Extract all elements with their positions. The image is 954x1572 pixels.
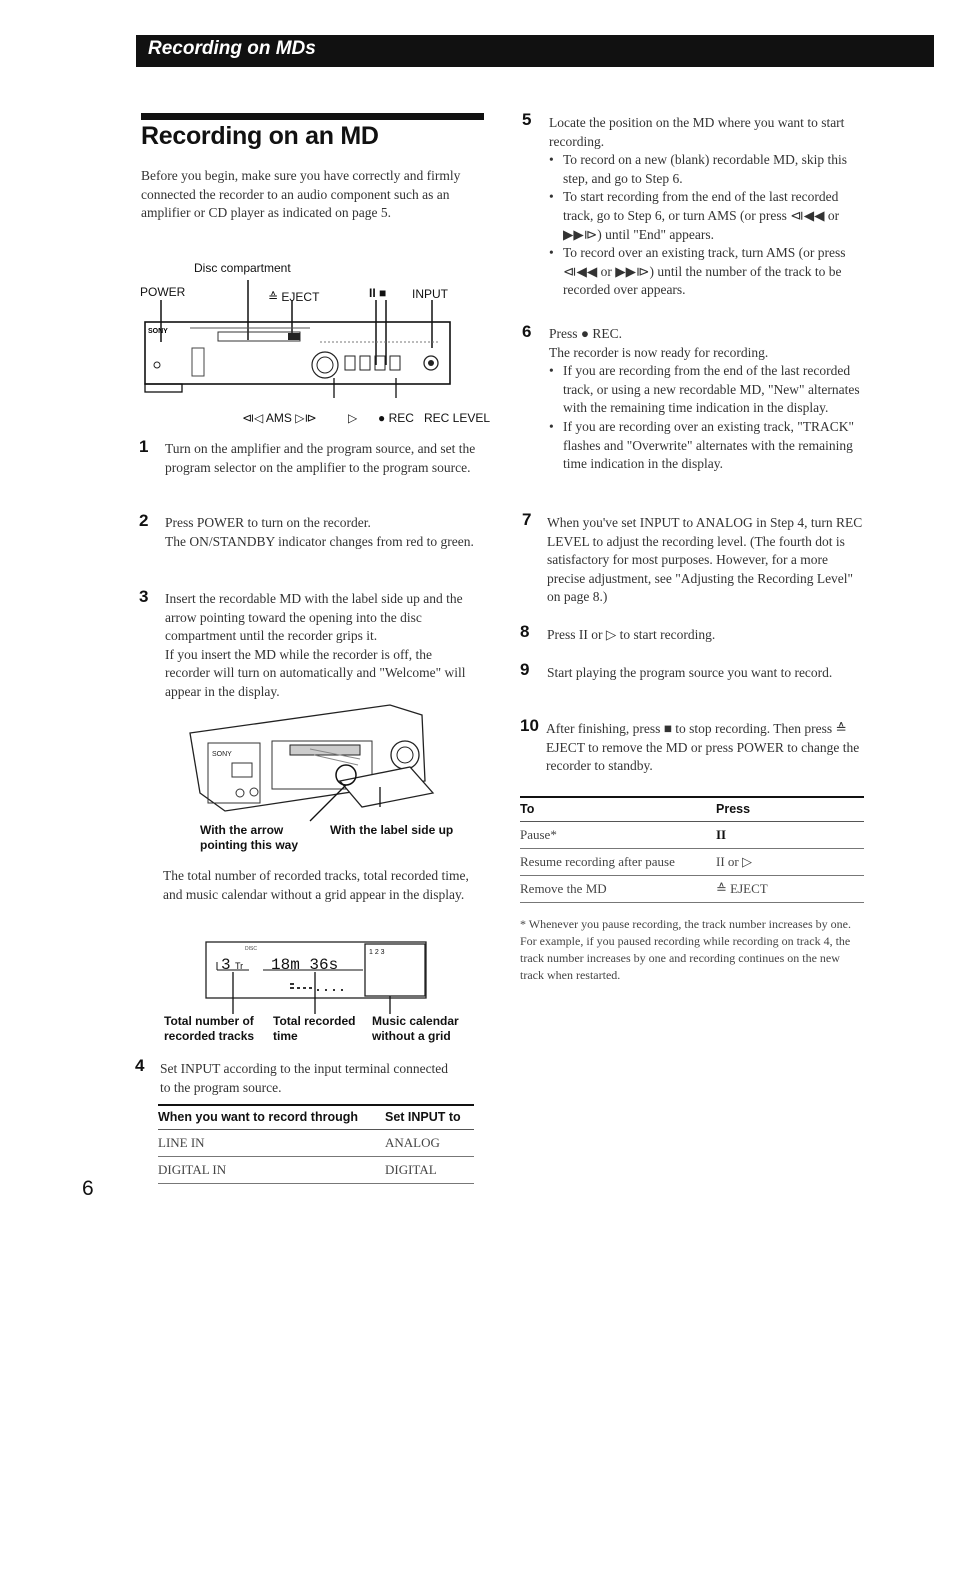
input-table-header-cell: When you want to record through <box>158 1105 385 1130</box>
page-title: Recording on an MD <box>141 122 379 150</box>
label-pause-stop: II ■ <box>369 286 387 300</box>
list-item: • If you are recording over an existing track, "TRACK" flashes and "Overwrite" alternates with the remaining time indication in the display. <box>549 418 869 474</box>
table-cell: Pause* <box>520 822 716 849</box>
page-number: 6 <box>82 1177 94 1200</box>
table-cell: DIGITAL IN <box>158 1157 385 1184</box>
panel-brand: SONY <box>148 328 168 335</box>
step-4-number: 4 <box>135 1056 145 1075</box>
title-rule <box>141 113 484 120</box>
disc-insertion-diagram <box>190 703 440 821</box>
step-6-text <box>549 325 869 474</box>
display-disc-label: DISC <box>245 946 257 952</box>
control-table-header <box>520 797 864 822</box>
label-rec: ● REC <box>378 411 414 425</box>
insertion-brand: SONY <box>212 751 232 758</box>
input-table-header <box>158 1105 474 1130</box>
step-1-text <box>165 440 480 477</box>
step-7-number: 7 <box>522 510 532 529</box>
table-cell: LINE IN <box>158 1130 385 1157</box>
step-3-text <box>165 590 480 702</box>
step-3-line-2: If you insert the MD while the recorder is off, the recorder will turn on automatically and "Welcome" will appear in the display. <box>165 646 466 699</box>
table-cell: ≙ EJECT <box>716 876 864 903</box>
caption-total-tracks: Total number of recorded tracks <box>164 1014 255 1043</box>
display-intro-paragraph: The total number of recorded tracks, total recorded time, and music calendar without a grid appear in the display. <box>163 868 469 902</box>
table-row <box>158 1157 474 1184</box>
label-play: ▷ <box>348 411 358 425</box>
step-8-text: Press II or ▷ to start recording. <box>547 627 716 642</box>
step-5-bullets <box>549 151 869 300</box>
list-item: • If you are recording from the end of the last recorded track, or using a new recordable MD, "New" alternates with the remaining time indication in the display. <box>549 362 869 418</box>
table-cell: ANALOG <box>385 1130 474 1157</box>
table-cell: DIGITAL <box>385 1157 474 1184</box>
step-3-number: 3 <box>139 587 149 606</box>
step-5-line: Locate the position on the MD where you want to start recording. <box>549 115 845 149</box>
step-10-number: 10 <box>520 716 539 735</box>
step-9-number: 9 <box>520 660 530 679</box>
label-disc-compartment: Disc compartment <box>194 261 291 275</box>
table-cell: II or ▷ <box>716 849 864 876</box>
intro-paragraph: Before you begin, make sure you have correctly and firmly connected the recorder to an audio component such as an amplifier or CD player as indicated on page 5. <box>141 168 461 221</box>
display-calendar-numbers: 1 2 3 <box>369 949 385 956</box>
step-3-line-1: Insert the recordable MD with the label side up and the arrow pointing toward the opening into the disc compartment until the recorder grips it. <box>165 591 463 644</box>
footnote: * Whenever you pause recording, the track number increases by one. For example, if you paused recording while recording on track 4, the track number increases by one and recording continues on the new track when restarted. <box>520 917 851 982</box>
caption-label-side: With the label side up <box>330 823 454 837</box>
step-9-text: Start playing the program source you want to record. <box>547 665 833 680</box>
input-table <box>158 1104 474 1184</box>
step-10-text: After finishing, press ■ to stop recording. Then press ≙ EJECT to remove the MD or press POWER to change the recorder to standby. <box>546 721 860 774</box>
label-ams: ⧏◁ AMS ▷⧐ <box>242 411 317 425</box>
list-item: • To record over an existing track, turn AMS (or press ⧏◀◀ or ▶▶⧐) until the number of the track to be recorded over appears. <box>549 244 869 300</box>
step-2-number: 2 <box>139 511 149 530</box>
step-2-text <box>165 514 480 551</box>
section-header-title: Recording on MDs <box>148 38 316 59</box>
label-eject: ≙ EJECT <box>268 290 320 304</box>
table-row <box>520 822 864 849</box>
table-cell: Resume recording after pause <box>520 849 716 876</box>
step-6-bullets <box>549 362 869 474</box>
step-6-number: 6 <box>522 322 532 341</box>
step-2-line-2: The ON/STANDBY indicator changes from red to green. <box>165 533 474 549</box>
table-cell: II <box>716 822 864 849</box>
step-6-subline: The recorder is now ready for recording. <box>549 344 769 360</box>
caption-music-calendar: Music calendar without a grid <box>372 1014 459 1043</box>
step-4-text: Set INPUT according to the input terminal connected to the program source. <box>160 1061 449 1095</box>
step-6-line: Press ● REC. <box>549 326 623 341</box>
step-1-line: Turn on the amplifier and the program source, and set the program selector on the amplifier to the program source. <box>165 441 476 475</box>
table-row <box>520 876 864 903</box>
table-cell: Remove the MD <box>520 876 716 903</box>
caption-total-time: Total recorded time <box>273 1014 356 1043</box>
table-row <box>158 1130 474 1157</box>
label-input: INPUT <box>412 287 448 301</box>
control-table <box>520 796 864 903</box>
caption-arrow-direction: With the arrow pointing this way <box>200 823 298 852</box>
display-total-time: 18m 36s <box>271 956 339 974</box>
label-rec-level: REC LEVEL <box>424 411 491 425</box>
step-1-number: 1 <box>139 437 149 456</box>
section-header-bar <box>140 35 934 67</box>
front-panel-diagram <box>140 270 485 400</box>
label-power: POWER <box>140 285 186 299</box>
step-5-text <box>549 114 869 300</box>
control-table-header-cell: To <box>520 797 716 822</box>
display-track-count: 3 <box>221 956 231 974</box>
step-5-number: 5 <box>522 110 532 129</box>
list-item: • To start recording from the end of the last recorded track, go to Step 6, or turn AMS (or press ⧏◀◀ or ▶▶⧐) until "End" appears. <box>549 188 869 244</box>
step-2-line-1: Press POWER to turn on the recorder. <box>165 515 371 530</box>
step-7-text: When you've set INPUT to ANALOG in Step 4, turn REC LEVEL to adjust the recording level. (The fourth dot is satisfactory for most purposes. However, for a more precise adjustment, see "Adjusting the Recording Level" on page 8.) <box>547 515 863 605</box>
table-row <box>520 849 864 876</box>
display-track-unit: Tr <box>235 961 244 971</box>
input-table-header-cell: Set INPUT to <box>385 1105 474 1130</box>
list-item: • To record on a new (blank) recordable MD, skip this step, and go to Step 6. <box>549 151 869 188</box>
step-8-number: 8 <box>520 622 530 641</box>
display-diagram <box>205 940 430 1015</box>
control-table-header-cell: Press <box>716 797 864 822</box>
